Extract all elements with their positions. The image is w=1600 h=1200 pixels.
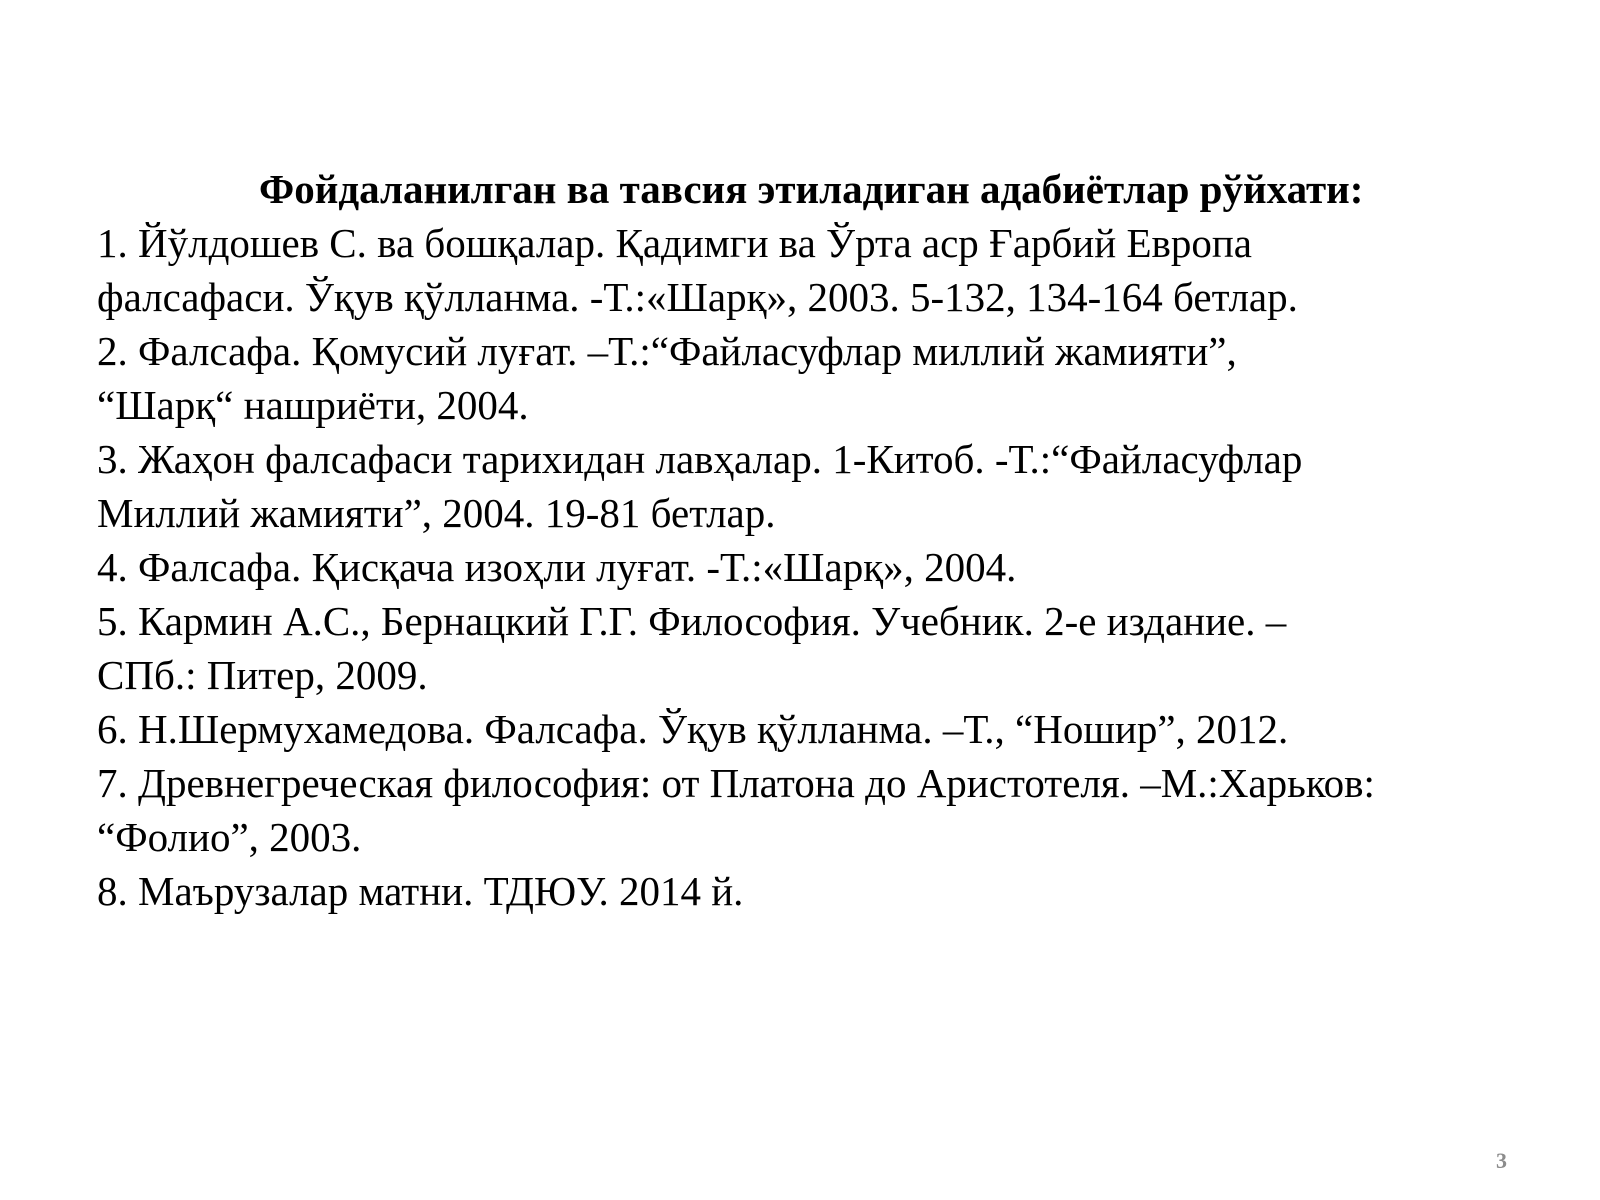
references-list — [97, 216, 1517, 918]
reference-line: фалсафаси. Ўқув қўлланма. -Т.:«Шарқ», 2003. 5-132, 134-164 бетлар. — [97, 274, 1298, 320]
reference-line: 8. Маърузалар матни. ТДЮУ. 2014 й. — [97, 868, 744, 914]
reference-line: 7. Древнегреческая философия: от Платона до Аристотеля. –М.:Харьков: — [97, 760, 1375, 806]
reference-line: 4. Фалсафа. Қисқача изоҳли луғат. -Т.:«Шарқ», 2004. — [97, 544, 1017, 590]
reference-line: 2. Фалсафа. Қомусий луғат. –Т.:“Файласуфлар миллий жамияти”, — [97, 328, 1237, 374]
reference-line: 6. Н.Шермухамедова. Фалсафа. Ўқув қўлланма. –Т., “Ношир”, 2012. — [97, 706, 1289, 752]
reference-line: “Шарқ“ нашриёти, 2004. — [97, 382, 529, 428]
reference-line: 5. Кармин А.С., Бернацкий Г.Г. Философия. Учебник. 2-е издание. – — [97, 598, 1287, 644]
page-number: 3 — [1496, 1148, 1507, 1173]
references-title: Фойдаланилган ва тавсия этиладиган адабиётлар рўйхати: — [259, 166, 1364, 212]
reference-line: “Фолио”, 2003. — [97, 814, 362, 860]
reference-line: СПб.: Питер, 2009. — [97, 652, 428, 698]
reference-line: 1. Йўлдошев С. ва бошқалар. Қадимги ва Ўрта аср Ғарбий Европа — [97, 220, 1252, 266]
references-block — [97, 162, 1517, 918]
reference-line: 3. Жаҳон фалсафаси тарихидан лавҳалар. 1-Китоб. -Т.:“Файласуфлар — [97, 436, 1303, 482]
reference-line: Миллий жамияти”, 2004. 19-81 бетлар. — [97, 490, 776, 536]
